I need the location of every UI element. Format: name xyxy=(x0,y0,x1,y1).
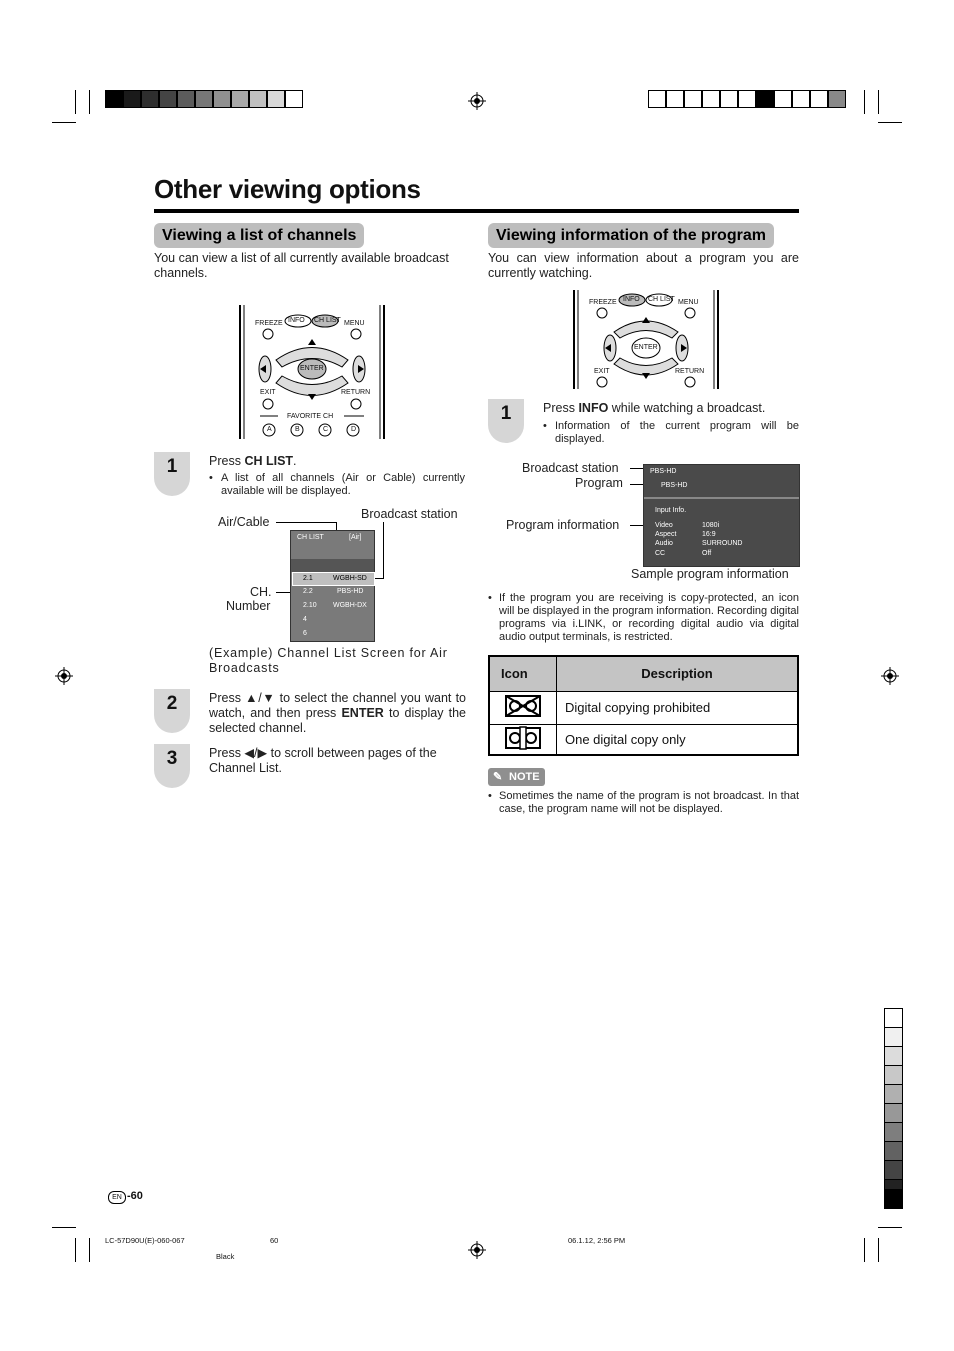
table-row xyxy=(489,691,798,724)
registration-target-icon xyxy=(468,92,486,110)
table-header-icon: Icon xyxy=(489,656,557,691)
title-rule xyxy=(154,209,799,213)
channel-number: 2.1 xyxy=(303,575,313,582)
station-name: PBS-HD xyxy=(650,468,677,475)
label-broadcast-station: Broadcast station xyxy=(522,461,619,475)
channel-number: 4 xyxy=(303,616,307,623)
d-button: D xyxy=(351,426,357,433)
label-program: Program xyxy=(575,476,623,490)
plate-color: Black xyxy=(216,1252,235,1261)
return-label: RETURN xyxy=(675,368,705,375)
enter-button: ENTER xyxy=(634,344,658,351)
table-cell-description: One digital copy only xyxy=(557,724,799,755)
registration-target-icon xyxy=(881,667,899,685)
remote-labels xyxy=(572,290,720,390)
station-name: WGBH-DX xyxy=(333,602,367,609)
return-label: RETURN xyxy=(341,389,371,396)
program-name: PBS-HD xyxy=(661,482,688,489)
menu-label: MENU xyxy=(678,299,699,306)
label-number: Number xyxy=(226,599,271,613)
step-number: 1 xyxy=(488,399,524,443)
copy-once-icon xyxy=(504,726,542,750)
menu-label: MENU xyxy=(344,320,365,327)
section-intro: You can view a list of all currently available broadcast channels. xyxy=(154,251,449,280)
b-button: B xyxy=(295,426,300,433)
callout-line xyxy=(276,592,291,593)
station-name: PBS-HD xyxy=(337,588,364,595)
copy-protection-note: • If the program you are receiving is copy-protected, an icon will be displayed in the program information. Recording digital programs via i.LINK, or recording digital audio via digital audio output terminals, is restricted. xyxy=(488,592,799,643)
table-row xyxy=(489,724,798,755)
freeze-label: FREEZE xyxy=(255,320,283,327)
chlist-button: CH LIST xyxy=(314,317,341,324)
page-number: -60 xyxy=(127,1190,143,1202)
channel-number: 6 xyxy=(303,630,307,637)
freeze-label: FREEZE xyxy=(589,299,617,306)
chlist-button: CH LIST xyxy=(648,296,675,303)
step-2-instruction: Press ▲/▼ to select the channel you want to watch, and then press ENTER to display the selected channel. xyxy=(209,691,466,735)
screen-caption: (Example) Channel List Screen for Air Broadcasts xyxy=(209,646,448,675)
screen-caption: Sample program information xyxy=(631,567,789,581)
note-badge: ✎ NOTE xyxy=(488,768,545,786)
print-date: 06.1.12, 2:56 PM xyxy=(568,1236,626,1245)
copy-prohibited-icon xyxy=(504,694,542,718)
label-broadcast-station: Broadcast station xyxy=(361,507,458,521)
pencil-icon: ✎ xyxy=(493,771,503,783)
channel-number: 2.10 xyxy=(303,602,317,609)
exit-label: EXIT xyxy=(594,368,610,375)
input-info-heading: Input Info. xyxy=(655,507,687,514)
step-1-instruction: Press INFO while watching a broadcast. xyxy=(543,401,766,415)
callout-line xyxy=(383,522,384,579)
sheet-number: 60 xyxy=(270,1236,279,1245)
a-button: A xyxy=(267,426,272,433)
favorite-ch-label: FAVORITE CH xyxy=(287,413,334,420)
station-name: WGBH-SD xyxy=(333,575,367,582)
label-air-cable: Air/Cable xyxy=(218,515,270,529)
file-name: LC-57D90U(E)-060-067 xyxy=(105,1236,185,1245)
channel-list-screen xyxy=(290,530,375,642)
channel-number: 2.2 xyxy=(303,588,313,595)
section-heading-channel-list: Viewing a list of channels xyxy=(154,223,364,248)
table-header-description: Description xyxy=(557,656,799,691)
screen-band: [Air] xyxy=(349,534,362,541)
registration-target-icon xyxy=(468,1241,486,1259)
info-button: INFO xyxy=(623,296,640,303)
info-button: INFO xyxy=(288,317,305,324)
step-1-bullet: • A list of all channels (Air or Cable) currently available will be displayed. xyxy=(209,472,465,497)
step-number: 3 xyxy=(154,744,190,788)
step-1-bullet: • Information of the current program will be displayed. xyxy=(543,420,799,445)
section-heading-program-info: Viewing information of the program xyxy=(488,223,774,248)
label-program-information: Program information xyxy=(506,518,620,532)
page-title: Other viewing options xyxy=(154,174,421,204)
label-ch: CH. xyxy=(250,585,272,599)
language-badge: EN xyxy=(108,1191,126,1204)
step-number: 1 xyxy=(154,452,190,496)
table-cell-description: Digital copying prohibited xyxy=(557,691,799,724)
step-number: 2 xyxy=(154,689,190,733)
remote-labels xyxy=(238,305,386,441)
step-3-instruction: Press ◀/▶ to scroll between pages of the Channel List. xyxy=(209,746,437,775)
callout-line xyxy=(276,522,336,523)
section-intro: You can view information about a program you are currently watching. xyxy=(488,251,799,280)
registration-target-icon xyxy=(55,667,73,685)
copy-icon-table xyxy=(488,655,799,756)
note-text: • Sometimes the name of the program is not broadcast. In that case, the program name will not be displayed. xyxy=(488,790,799,815)
screen-header: CH LIST xyxy=(297,534,324,541)
enter-button: ENTER xyxy=(300,365,324,372)
program-info-screen: PBS-HD PBS-HD Input Info. Video 1080i Aspect 16:9 Audio SURROUND CC Off xyxy=(643,464,800,567)
c-button: C xyxy=(323,426,329,433)
step-1-instruction: Press CH LIST. xyxy=(209,454,297,468)
exit-label: EXIT xyxy=(260,389,276,396)
